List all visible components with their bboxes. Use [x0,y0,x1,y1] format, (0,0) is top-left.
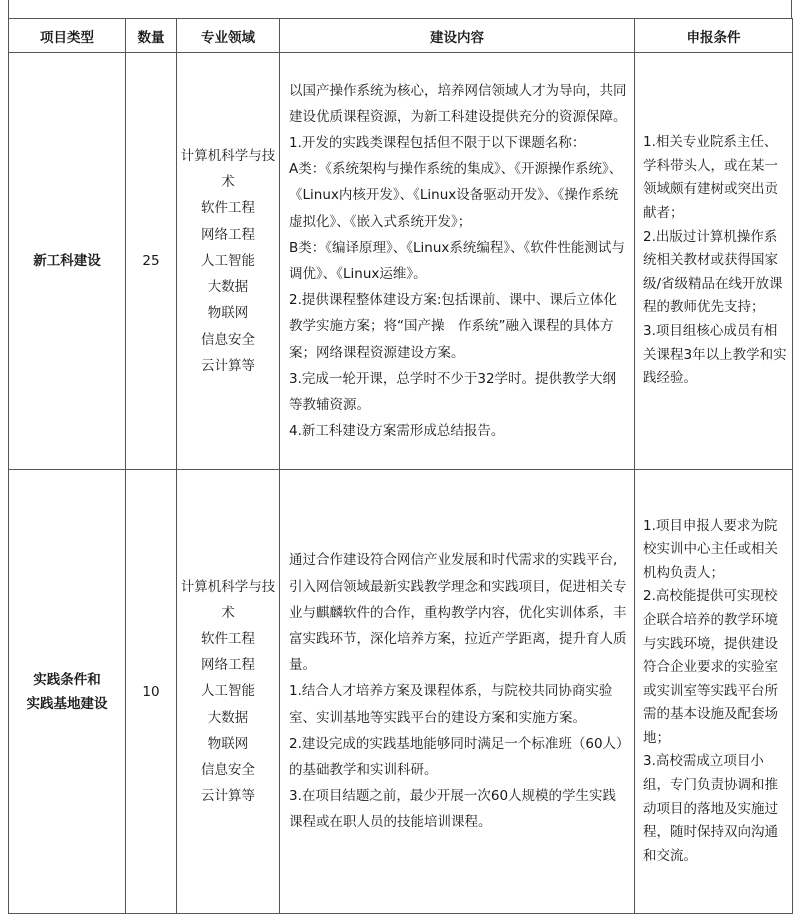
field-item: 人工智能 [201,252,255,269]
field-item: 云计算等 [201,357,255,374]
field-item: 网络工程 [201,657,255,674]
header-count: 数量 [126,19,177,53]
condition-item: 3.高校需成立项目小组，专门负责协调和推动项目的落地及实施过程，随时保持双向沟通和交流。 [643,753,778,864]
header-project-type: 项目类型 [9,19,126,53]
content-paragraph: B类：《编译原理》、《Linux系统编程》、《软件性能测试与调优》、《Linux运维》。 [289,239,625,282]
field-item: 信息安全 [201,762,255,778]
content-paragraph: A类：《系统架构与操作系统的集成》、《开源操作系统》、《Linux内核开发》、《Linux设备驱动开发》、《操作系统虚拟化》、《嵌入式系统开发》； [289,161,623,230]
project-table [8,18,793,914]
header-content: 建设内容 [280,19,635,53]
condition-item: 3.项目组核心成员有相关课程3年以上教学和实践经验。 [643,322,787,387]
field-item: 人工智能 [201,683,255,700]
condition-item: 2.出版过计算机操作系统相关教材或获得国家级/省级精品在线开放课程的教师优先支持； [643,228,783,316]
field-item: 物联网 [207,305,249,322]
field-item: 计算机科学与技术 [180,148,276,191]
content-paragraph: 2.提供课程整体建设方案:包括课前、课中、课后立体化教学实施方案；将“国产操 作系统”融入课程的具体方案；网络课程资源建设方案。 [289,292,617,361]
field-item: 网络工程 [201,226,255,243]
content-paragraph: 通过合作建设符合网信产业发展和时代需求的实践平台,引入网信领域最新实践教学理念和实践项目，促进相关专业与麒麟软件的合作，重构教学内容，优化实训体系，丰富实践环节，深化培养方案，拉近产学距离，提升育人质量。 [289,552,627,674]
header-conditions: 申报条件 [635,19,793,53]
table-row [9,470,793,914]
project-type-text: 实践基地建设 [26,695,108,712]
content-paragraph: 2.建设完成的实践基地能够同时满足一个标准班（60人）的基础教学和实训科研。 [289,735,623,778]
table-row [9,53,793,470]
header-row [9,19,793,53]
project-type-text: 新工科建设 [33,253,101,269]
content-paragraph: 4.新工科建设方案需形成总结报告。 [289,423,505,440]
table-top-border [8,0,792,18]
content-paragraph: 以国产操作系统为核心，培养网信领域人才为导向，共同建设优质课程资源，为新工科建设提供充分的资源保障。 [289,82,627,125]
condition-item: 机构负责人； [643,564,724,581]
condition-item: 2.高校能提供可实现校企联合培养的教学环境与实践环境，提供建设符合企业要求的实验室或实训室等实践平台所需的基本设施及配套场地； [643,588,778,746]
project-type-cell [9,53,126,470]
content-paragraph: 1.开发的实践类课程包括但不限于以下课题名称： [289,134,586,151]
conditions-cell [635,53,793,470]
field-item: 大数据 [207,279,249,296]
header-field: 专业领域 [177,19,280,53]
content-paragraph: 1.结合人才培养方案及课程体系，与院校共同协商实验室、实训基地等实践平台的建设方案和实施方案。 [289,683,613,726]
count-cell: 25 [126,53,177,470]
count-cell: 10 [126,470,177,914]
condition-item: 1.项目申报人要求为院校实训中心主任或相关 [643,517,778,558]
field-item: 大数据 [207,709,249,726]
field-item: 云计算等 [201,788,255,805]
field-item: 信息安全 [201,331,255,348]
content-cell [280,470,635,914]
content-cell [280,53,635,470]
field-cell [177,470,280,914]
content-paragraph: 3.在项目结题之前，最少开展一次60人规模的学生实践课程或在职人员的技能培训课程。 [289,788,617,831]
field-item: 软件工程 [201,630,255,647]
field-item: 计算机科学与技术 [180,578,276,621]
field-cell [177,53,280,470]
field-item: 软件工程 [201,200,255,217]
content-paragraph: 3.完成一轮开课，总学时不少于32学时。提供教学大纲等教辅资源。 [289,370,617,414]
project-type-text: 实践条件和 [33,671,101,688]
project-type-cell [9,470,126,914]
condition-item: 1.相关专业院系主任、学科带头人，或在某一领域颇有建树或突出贡献者； [643,134,778,222]
conditions-cell [635,470,793,914]
field-item: 物联网 [207,735,249,752]
